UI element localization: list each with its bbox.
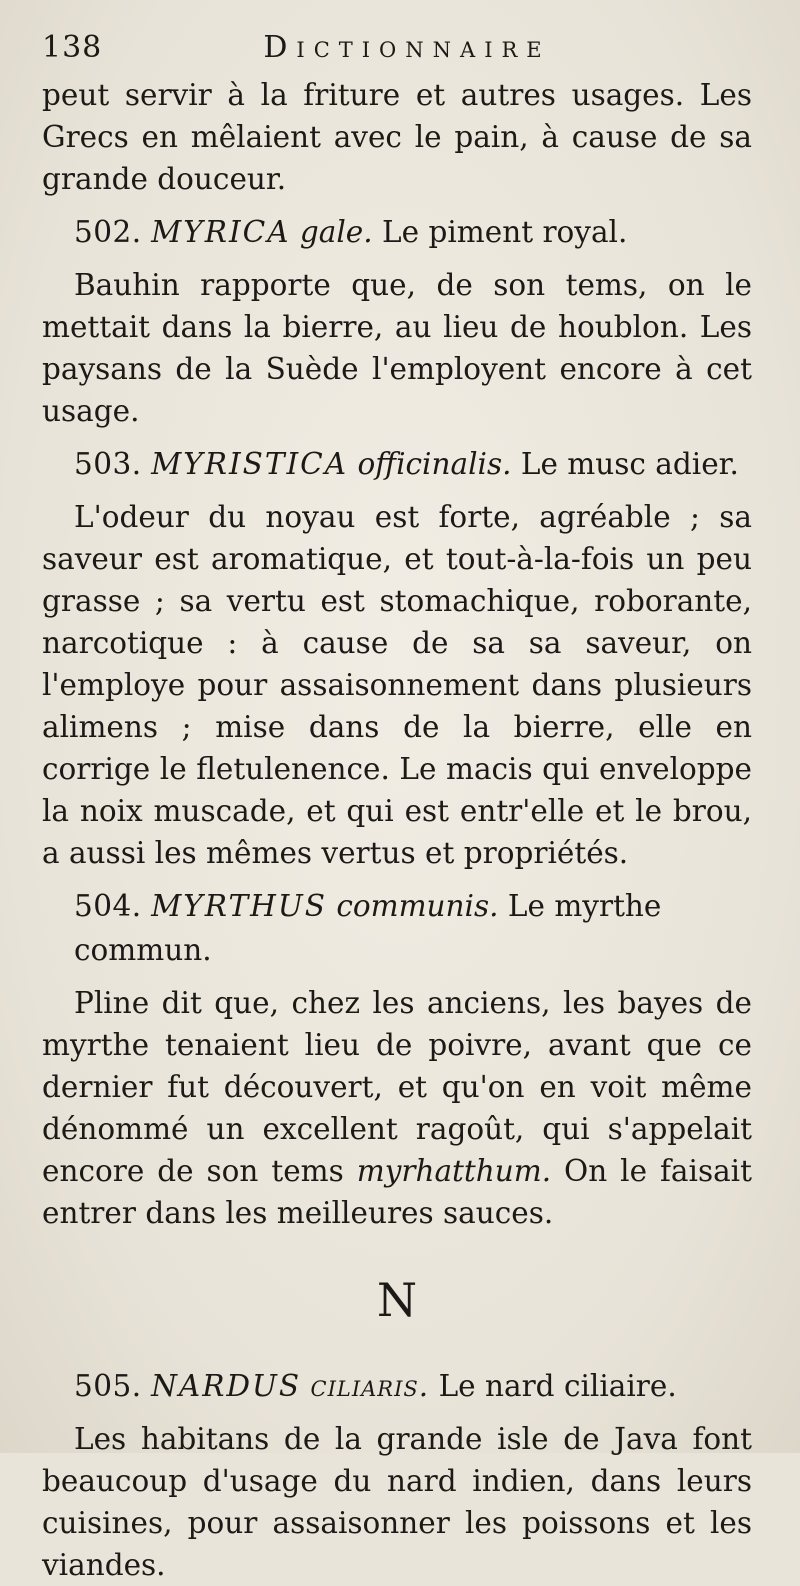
entry-genus: MYRISTICA <box>151 447 349 481</box>
entry-species: gale. <box>299 215 373 249</box>
entry-species: communis. <box>336 889 499 923</box>
entry-common-name: Le piment royal. <box>382 215 628 249</box>
entry-common-name: Le nard ciliaire. <box>438 1369 677 1403</box>
entry-text-504 <box>42 982 752 1234</box>
entry-common-name: Le musc adier. <box>520 447 739 481</box>
entry-heading-502 <box>42 210 752 254</box>
entry-text-part: Pline dit que, chez les anciens, les bayes de myrthe tenaient lieu de poivre, avant que ce dernier fut découvert, et qu'on en voit même dénommé un excellent ragoût, qui s'appelait encore de son tems <box>42 986 752 1188</box>
entry-species: ciliaris. <box>310 1369 430 1403</box>
entry-text-505: Les habitans de la grande isle de Java font beaucoup d'usage du nard indien, dans leurs cuisines, pour assaisonner les poissons et les viandes. <box>42 1422 752 1582</box>
entry-number: 503. <box>74 447 142 481</box>
entry-heading-505 <box>42 1364 752 1408</box>
entry-genus: MYRTHUS <box>151 889 327 923</box>
entry-text-502: Bauhin rapporte que, de son tems, on le mettait dans la bierre, au lieu de houblon. Les paysans de la Suède l'employent encore à cet usage. <box>42 268 752 428</box>
italic-term: myrhatthum. <box>356 1154 552 1188</box>
page-number: 138 <box>42 30 103 65</box>
entry-text-part: On le faisait entrer dans les meilleures sauces. <box>42 1154 752 1230</box>
entry-common-name: Le myrthe commun. <box>74 889 662 967</box>
continuation-paragraph: peut servir à la friture et autres usages. Les Grecs en mêlaient avec le pain, à cause de sa grande douceur. <box>42 78 752 196</box>
entry-genus: MYRICA <box>151 215 291 249</box>
entry-heading-503 <box>42 442 752 486</box>
entry-species: officinalis. <box>357 447 512 481</box>
section-letter: N <box>376 1273 418 1327</box>
page-header <box>42 30 752 74</box>
entry-text-503: L'odeur du noyau est forte, agréable ; sa saveur est aromatique, et tout-à-la-fois un peu grasse ; sa vertu est stomachique, roborante, narcotique : à cause de sa sa saveur, on l'employe pour assaisonnement dans plusieurs alimens ; mise dans de la bierre, elle en corrige le fletulenence. Le macis qui enveloppe la noix muscade, et qui est entr'elle et le brou, a aussi les mêmes vertus et propriétés. <box>42 500 752 870</box>
entry-number: 502. <box>74 215 142 249</box>
entry-heading-504 <box>42 884 752 972</box>
entry-number: 504. <box>74 889 142 923</box>
entry-genus: NARDUS <box>151 1369 302 1403</box>
entry-number: 505. <box>74 1369 142 1403</box>
running-title: Dictionnaire <box>263 30 551 65</box>
